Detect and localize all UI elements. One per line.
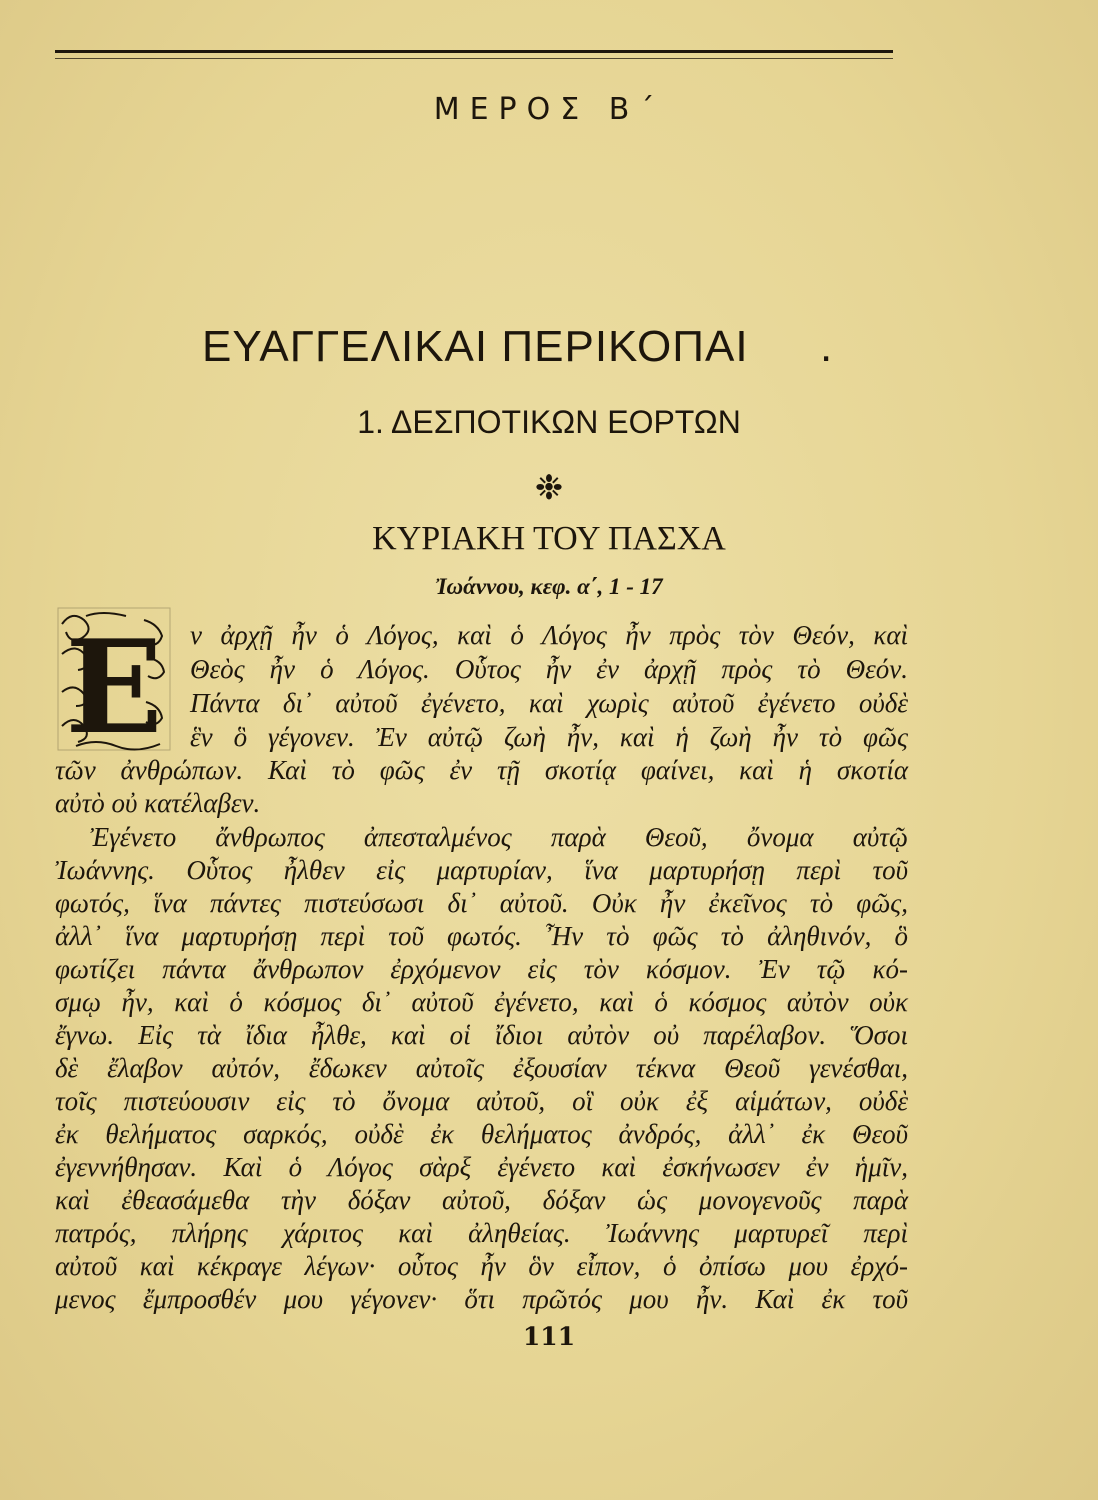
text-line: αὐτοῦ καὶ κέκραγε λέγων· οὗτος ἦν ὃν εἶπον, ὁ ὀπίσω μου ἐρχό- xyxy=(55,1251,908,1281)
text-line: καὶ ἐθεασάμεθα τὴν δόξαν αὐτοῦ, δόξαν ὡς μονογενοῦς παρὰ xyxy=(55,1185,908,1215)
text-line: πατρός, πλήρης χάριτος καὶ ἀληθείας. Ἰωάννης μαρτυρεῖ περὶ xyxy=(55,1218,908,1248)
text-line: Ἰωάννης. Οὗτος ἦλθεν εἰς μαρτυρίαν, ἵνα μαρτυρήσῃ περὶ τοῦ xyxy=(55,855,908,885)
text-line: τοῖς πιστεύουσιν εἰς τὸ ὄνομα αὐτοῦ, οἳ οὐκ ἐξ αἱμάτων, οὐδὲ xyxy=(55,1086,908,1116)
title-dot: . xyxy=(820,322,833,371)
text-line: Πάντα δι᾿ αὐτοῦ ἐγένετο, καὶ χωρὶς αὐτοῦ ἐγένετο οὐδὲ xyxy=(190,688,908,718)
text-line: σμῳ ἦν, καὶ ὁ κόσμος δι᾿ αὐτοῦ ἐγένετο, καὶ ὁ κόσμος αὐτὸν οὐκ xyxy=(55,987,908,1017)
text-line: Θεὸς ἦν ὁ Λόγος. Οὗτος ἦν ἐν ἀρχῇ πρὸς τὸ Θεόν. xyxy=(190,654,908,684)
initial-letter: Ε xyxy=(65,613,163,752)
page-number: 111 xyxy=(522,1322,576,1351)
text-line: ἀλλ᾿ ἵνα μαρτυρήσῃ περὶ τοῦ φωτός. Ἦν τὸ φῶς τὸ ἀληθινόν, ὃ xyxy=(55,921,908,951)
text-line: ἓν ὃ γέγονεν. Ἐν αὐτῷ ζωὴ ἦν, καὶ ἡ ζωὴ ἦν τὸ φῶς xyxy=(190,722,908,752)
text-line: φωτίζει πάντα ἄνθρωπον ἐρχόμενον εἰς τὸν κόσμον. Ἐν τῷ κό- xyxy=(55,954,908,984)
text-line: Ἐγένετο ἄνθρωπος ἀπεσταλμένος παρὰ Θεοῦ, ὄνομα αὐτῷ xyxy=(90,822,908,852)
text-line: φωτός, ἵνα πάντες πιστεύσωσι δι᾿ αὐτοῦ. Οὐκ ἦν ἐκεῖνος τὸ φῶς, xyxy=(55,888,908,918)
text-line: ἐκ θελήματος σαρκός, οὐδὲ ἐκ θελήματος ἀνδρός, ἀλλ᾿ ἐκ Θεοῦ xyxy=(55,1119,908,1149)
text-line: αὐτὸ οὐ κατέλαβεν. xyxy=(55,788,261,818)
section-heading: 1. ΔΕΣΠΟΤΙΚΩΝ ΕΟΡΤΩΝ xyxy=(357,404,741,440)
top-rule-thin xyxy=(55,58,893,59)
scripture-reference: Ἰωάννου, κεφ. α΄, 1 - 17 xyxy=(435,574,663,599)
top-rule xyxy=(55,50,893,53)
text-line: ἐγεννήθησαν. Καὶ ὁ Λόγος σὰρξ ἐγένετο καὶ ἐσκήνωσεν ἐν ἡμῖν, xyxy=(55,1152,908,1182)
asterism-ornament: ❉ xyxy=(534,468,564,508)
text-line: ἔγνω. Εἰς τὰ ἴδια ἦλθε, καὶ οἱ ἴδιοι αὐτὸν οὐ παρέλαβον. Ὅσοι xyxy=(55,1020,908,1050)
decorated-initial xyxy=(56,606,172,752)
text-line: τῶν ἀνθρώπων. Καὶ τὸ φῶς ἐν τῇ σκοτίᾳ φαίνει, καὶ ἡ σκοτία xyxy=(55,755,908,785)
main-title: ΕΥΑΓΓΕΛΙΚΑΙ ΠΕΡΙΚΟΠΑΙ xyxy=(202,322,749,371)
text-line: ν ἀρχῇ ἦν ὁ Λόγος, καὶ ὁ Λόγος ἦν πρὸς τὸν Θεόν, καὶ xyxy=(190,620,908,650)
text-line: μενος ἔμπροσθέν μου γέγονεν· ὅτι πρῶτός μου ἦν. Καὶ ἐκ τοῦ xyxy=(55,1284,908,1314)
feast-title: ΚΥΡΙΑΚΗ ΤΟΥ ΠΑΣΧΑ xyxy=(372,520,726,557)
text-line: δὲ ἔλαβον αὐτόν, ἔδωκεν αὐτοῖς ἐξουσίαν τέκνα Θεοῦ γενέσθαι, xyxy=(55,1053,908,1083)
part-heading: ΜΕΡΟΣ Β΄ xyxy=(433,92,665,127)
